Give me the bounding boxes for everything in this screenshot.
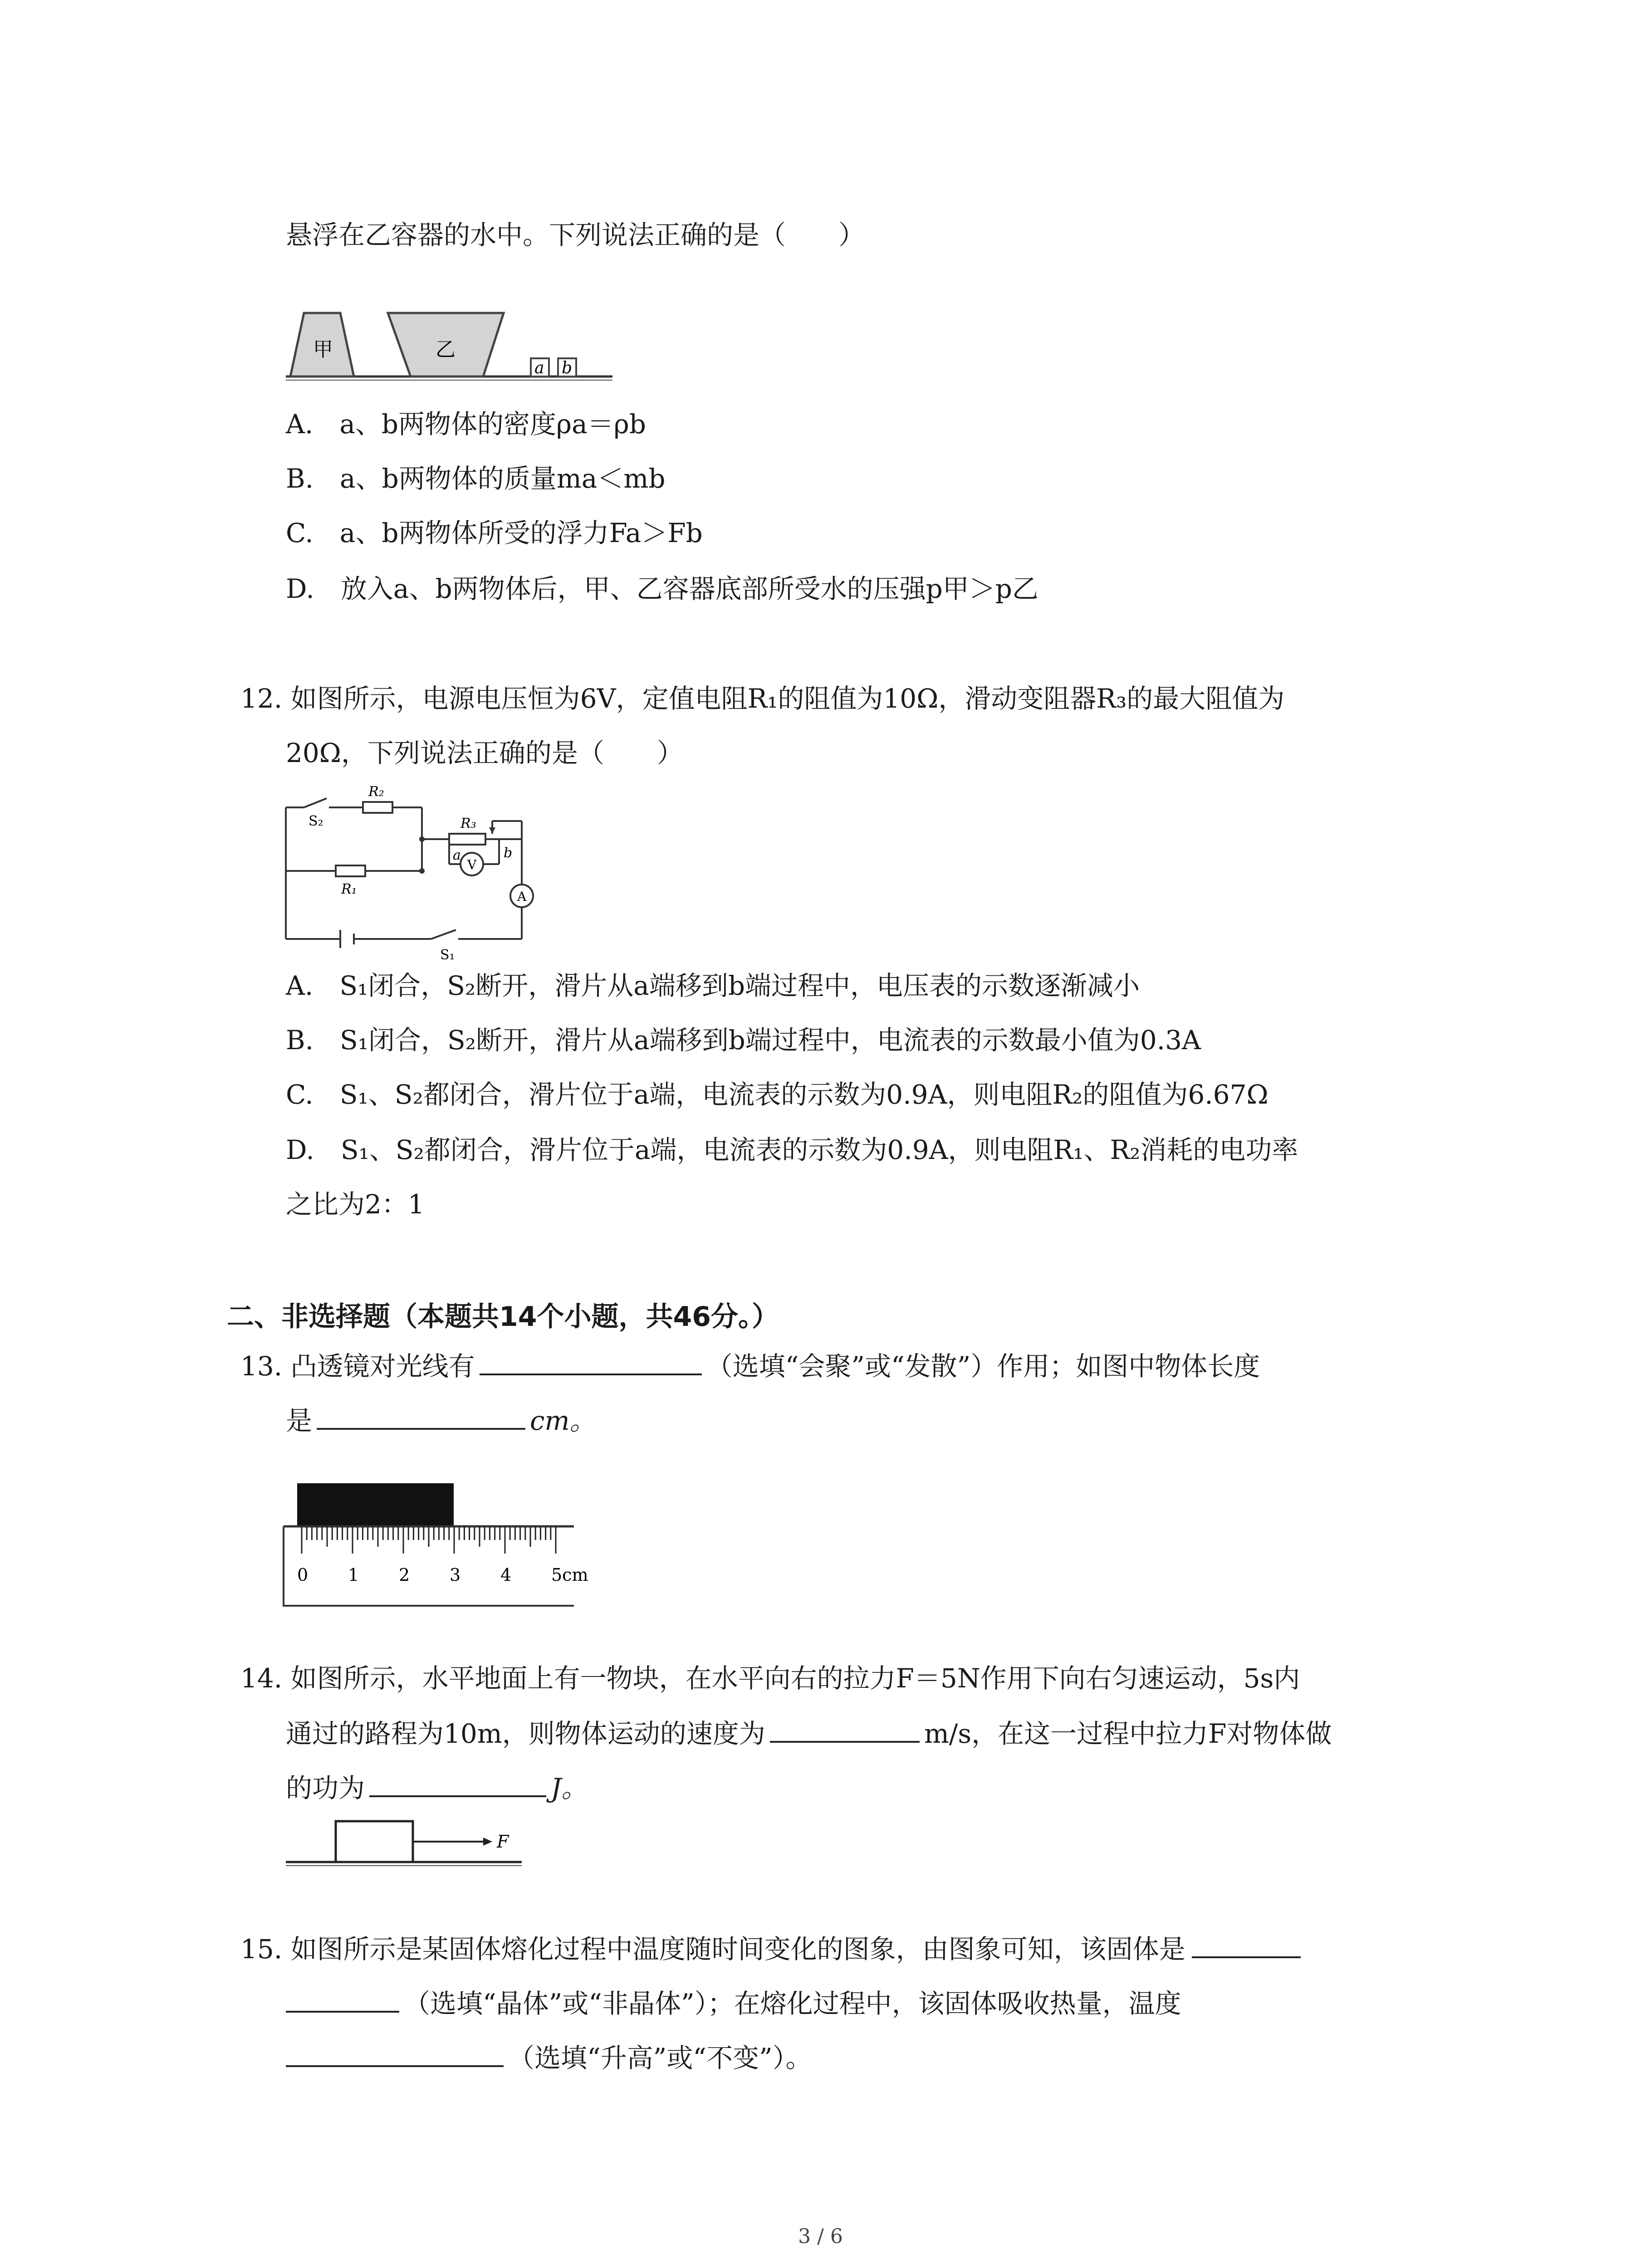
circuit-figure [286, 780, 540, 963]
block-force-figure [286, 1821, 522, 1876]
q12-option-a: A. S₁闭合，S₂断开，滑片从a端移到b端过程中，电压表的示数逐渐减小 [286, 970, 1140, 1001]
label-b-end: b [504, 845, 513, 861]
q15-text-2: （选填“晶体”或“非晶体”）；在熔化过程中，该固体吸收热量，温度 [404, 1988, 1181, 2019]
q14-blank-2[interactable] [369, 1769, 546, 1797]
q14-line1: 14. 如图所示，水平地面上有一物块，在水平向右的拉力F＝5N作用下向右匀速运动，5s内 [240, 1663, 1300, 1694]
q13-line1 [240, 1347, 1260, 1384]
q15-line3 [286, 2039, 812, 2076]
ruler-tick-label: 4 [500, 1565, 512, 1585]
label-r3: R₃ [460, 816, 476, 831]
q12-option-c: C. S₁、S₂都闭合，滑片位于a端，电流表的示数为0.9A，则电阻R₂的阻值为6.67Ω [286, 1079, 1269, 1110]
q12-stem-line2: 20Ω，下列说法正确的是（ ） [286, 738, 683, 768]
q14-blank-1[interactable] [770, 1715, 920, 1743]
q11-option-c: C. a、b两物体所受的浮力Fa＞Fb [286, 518, 703, 548]
q13-blank-1[interactable] [480, 1347, 702, 1375]
q15-line1 [240, 1930, 1301, 1967]
label-a-end: a [453, 847, 461, 863]
ruler-tick-label: 0 [297, 1565, 309, 1585]
label-r1: R₁ [341, 881, 357, 897]
label-block-b: b [562, 359, 573, 377]
label-yi: 乙 [436, 338, 456, 361]
q13-text-b: （选填“会聚”或“发散”）作用；如图中物体长度 [706, 1351, 1260, 1382]
ruler-tick-label: 3 [450, 1565, 461, 1585]
q15-blank-1b[interactable] [286, 1984, 399, 2013]
q12-option-b: B. S₁闭合，S₂断开，滑片从a端移到b端过程中，电流表的示数最小值为0.3A [286, 1025, 1201, 1056]
label-block-a: a [534, 359, 544, 377]
q11-stem-tail: 悬浮在乙容器的水中。下列说法正确的是（ ） [286, 220, 865, 250]
q14-line2 [286, 1715, 1332, 1752]
q13-line2 [286, 1402, 596, 1439]
q11-option-a: A. a、b两物体的密度ρa＝ρb [286, 409, 646, 440]
q15-line2 [286, 1984, 1181, 2022]
section-2-title: 二、非选择题（本题共14个小题，共46分。） [227, 1301, 779, 1333]
q14-text-2a: 通过的路程为10m，则物体运动的速度为 [286, 1718, 765, 1749]
q11-option-b: B. a、b两物体的质量ma＜mb [286, 463, 666, 494]
q15-text-1: 15. 如图所示是某固体熔化过程中温度随时间变化的图象，由图象可知，该固体是 [240, 1934, 1185, 1965]
q14-line3 [286, 1769, 588, 1806]
containers-figure [286, 308, 631, 399]
q14-text-3a: 的功为 [286, 1773, 365, 1804]
ruler-tick-label: 2 [399, 1565, 410, 1585]
q15-text-3: （选填“升高”或“不变”）。 [508, 2043, 812, 2073]
q14-text-3b: J。 [551, 1773, 588, 1804]
q13-text-d: cm。 [530, 1405, 596, 1436]
label-jia: 甲 [313, 338, 333, 361]
q15-blank-2[interactable] [286, 2039, 504, 2067]
q13-blank-2[interactable] [317, 1402, 525, 1430]
label-s1: S₁ [440, 947, 455, 963]
q12-option-d: D. S₁、S₂都闭合，滑片位于a端，电流表的示数为0.9A，则电阻R₁、R₂消耗的电功率 [286, 1134, 1298, 1165]
label-a-meter: A [517, 889, 527, 904]
page-number: 3 / 6 [798, 2225, 843, 2248]
label-force: F [497, 1832, 509, 1852]
q12-stem-line1: 12. 如图所示，电源电压恒为6V，定值电阻R₁的阻值为10Ω，滑动变阻器R₃的最大阻值为 [240, 683, 1285, 714]
label-r2: R₂ [368, 784, 384, 800]
q11-option-d: D. 放入a、b两物体后，甲、乙容器底部所受水的压强p甲＞p乙 [286, 573, 1038, 604]
ruler-tick-label: 5cm [551, 1565, 588, 1585]
q15-blank-1a[interactable] [1192, 1930, 1301, 1958]
q13-text-c: 是 [286, 1405, 313, 1436]
ruler-tick-label: 1 [348, 1565, 359, 1585]
label-s2: S₂ [309, 813, 323, 829]
ruler-figure [284, 1483, 588, 1610]
label-v: V [467, 857, 477, 872]
q13-text-a: 13. 凸透镜对光线有 [240, 1351, 475, 1382]
q14-text-2b: m/s，在这一过程中拉力F对物体做 [924, 1718, 1332, 1749]
q12-option-d-cont: 之比为2：1 [286, 1189, 425, 1220]
